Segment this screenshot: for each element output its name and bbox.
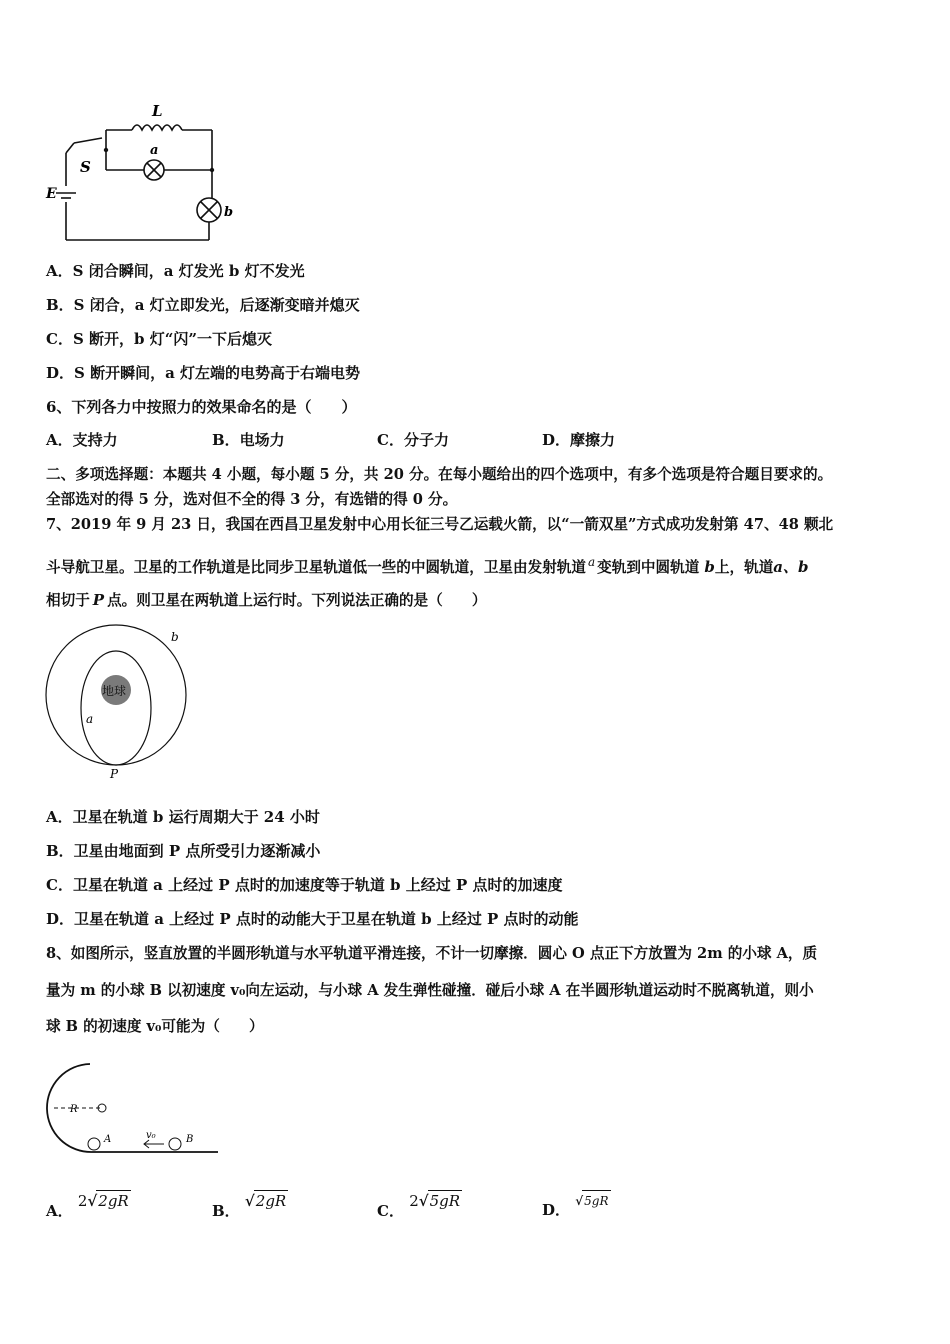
q7-var-b: b bbox=[704, 558, 715, 576]
q7-line3-part1: 相切于 bbox=[46, 592, 90, 609]
q8-option-d-label: D． bbox=[542, 1201, 571, 1219]
label-B: B bbox=[186, 1134, 194, 1145]
q8-option-d-radicand: 5gR bbox=[582, 1190, 610, 1211]
q8-option-c-label: C． bbox=[377, 1202, 404, 1220]
q7-var-a-sup: a bbox=[587, 555, 596, 569]
q6-option-a: A．支持力 bbox=[46, 431, 118, 449]
q6-option-b: B．电场力 bbox=[212, 431, 285, 449]
q8-option-b-label: B． bbox=[212, 1202, 240, 1220]
label-R: R bbox=[70, 1104, 78, 1115]
q7-line3 bbox=[46, 590, 487, 611]
q5-option-d: D．S 断开瞬间，a 灯左端的电势高于右端电势 bbox=[46, 364, 361, 382]
earth-label: 地球 bbox=[102, 684, 127, 698]
q7-line2-part3: 上，轨道 bbox=[714, 559, 774, 576]
q6-option-c: C．分子力 bbox=[377, 431, 449, 449]
point-P-label: P bbox=[110, 767, 119, 781]
q5-option-b: B．S 闭合，a 灯立即发光，后逐渐变暗并熄灭 bbox=[46, 296, 360, 314]
q7-line1: 7、2019 年 9 月 23 日，我国在西昌卫星发射中心用长征三号乙运载火箭，以“一箭双星”方式成功发射第 47、48 颗北 bbox=[46, 516, 834, 533]
orbit-b-label: b bbox=[171, 630, 179, 644]
q8-option-d: D． √5gR bbox=[542, 1190, 611, 1211]
label-v0: v₀ bbox=[146, 1130, 156, 1141]
q8-option-a-coef: 2 bbox=[77, 1192, 88, 1210]
q8-option-b-radicand: 2gR bbox=[255, 1192, 287, 1210]
orbit-diagram bbox=[40, 624, 200, 784]
q7-option-d: D．卫星在轨道 a 上经过 P 点时的动能大于卫星在轨道 b 上经过 P 点时的动能 bbox=[46, 910, 579, 928]
q8-line2: 量为 m 的小球 B 以初速度 v₀向左运动，与小球 A 发生弹性碰撞．碰后小球 A 在半圆形轨道运动时不脱离轨道，则小 bbox=[46, 982, 814, 999]
q8-line3: 球 B 的初速度 v₀可能为（ ） bbox=[46, 1018, 264, 1035]
label-S: S bbox=[80, 158, 91, 176]
q8-option-c-coef: 2 bbox=[409, 1192, 419, 1210]
q5-option-a: A．S 闭合瞬间，a 灯发光 b 灯不发光 bbox=[46, 262, 305, 280]
section2-heading-line1: 二、多项选择题：本题共 4 小题，每小题 5 分，共 20 分。在每小题给出的四个选项中，有多个选项是符合题目要求的。 bbox=[46, 466, 833, 483]
track-diagram bbox=[44, 1058, 224, 1158]
orbit-a-label: a bbox=[86, 712, 94, 726]
q6-stem: 6、下列各力中按照力的效果命名的是（ ） bbox=[46, 398, 357, 416]
q7-var-ab: a、b bbox=[773, 558, 809, 576]
q8-option-a: A． 2√2gR bbox=[46, 1192, 129, 1220]
q7-line3-part2: 点。则卫星在两轨道上运行时。下列说法正确的是（ ） bbox=[107, 592, 487, 609]
q8-option-c: C． 2√5gR bbox=[377, 1192, 461, 1220]
label-a: a bbox=[150, 143, 159, 158]
q7-line2 bbox=[46, 552, 809, 578]
q8-option-a-label: A． bbox=[46, 1202, 73, 1220]
q5-option-c: C．S 断开，b 灯“闪”一下后熄灭 bbox=[46, 330, 272, 348]
label-E: E bbox=[46, 186, 57, 202]
circuit-diagram bbox=[44, 98, 244, 248]
q8-option-b: B． √2gR bbox=[212, 1192, 287, 1220]
q7-option-c: C．卫星在轨道 a 上经过 P 点时的加速度等于轨道 b 上经过 P 点时的加速度 bbox=[46, 876, 563, 894]
label-b: b bbox=[224, 205, 234, 220]
q7-line2-part1: 斗导航卫星。卫星的工作轨道是比同步卫星轨道低一些的中圆轨道，卫星由发射轨道 bbox=[46, 559, 586, 576]
section2-heading-line2: 全部选对的得 5 分，选对但不全的得 3 分，有选错的得 0 分。 bbox=[46, 491, 458, 508]
label-L: L bbox=[152, 102, 163, 120]
q7-var-P: P bbox=[92, 591, 105, 609]
q8-option-c-radicand: 5gR bbox=[429, 1192, 461, 1210]
q7-option-a: A．卫星在轨道 b 运行周期大于 24 小时 bbox=[46, 808, 320, 826]
q7-option-b: B．卫星由地面到 P 点所受引力逐渐减小 bbox=[46, 842, 321, 860]
q8-line1: 8、如图所示，竖直放置的半圆形轨道与水平轨道平滑连接，不计一切摩擦．圆心 O 点正下方放置为 2m 的小球 A，质 bbox=[46, 945, 818, 962]
q7-line2-part2: 变轨到中圆轨道 bbox=[597, 559, 700, 576]
label-A: A bbox=[104, 1134, 112, 1145]
q6-option-d: D．摩擦力 bbox=[542, 431, 616, 449]
q8-option-a-radicand: 2gR bbox=[98, 1192, 129, 1210]
